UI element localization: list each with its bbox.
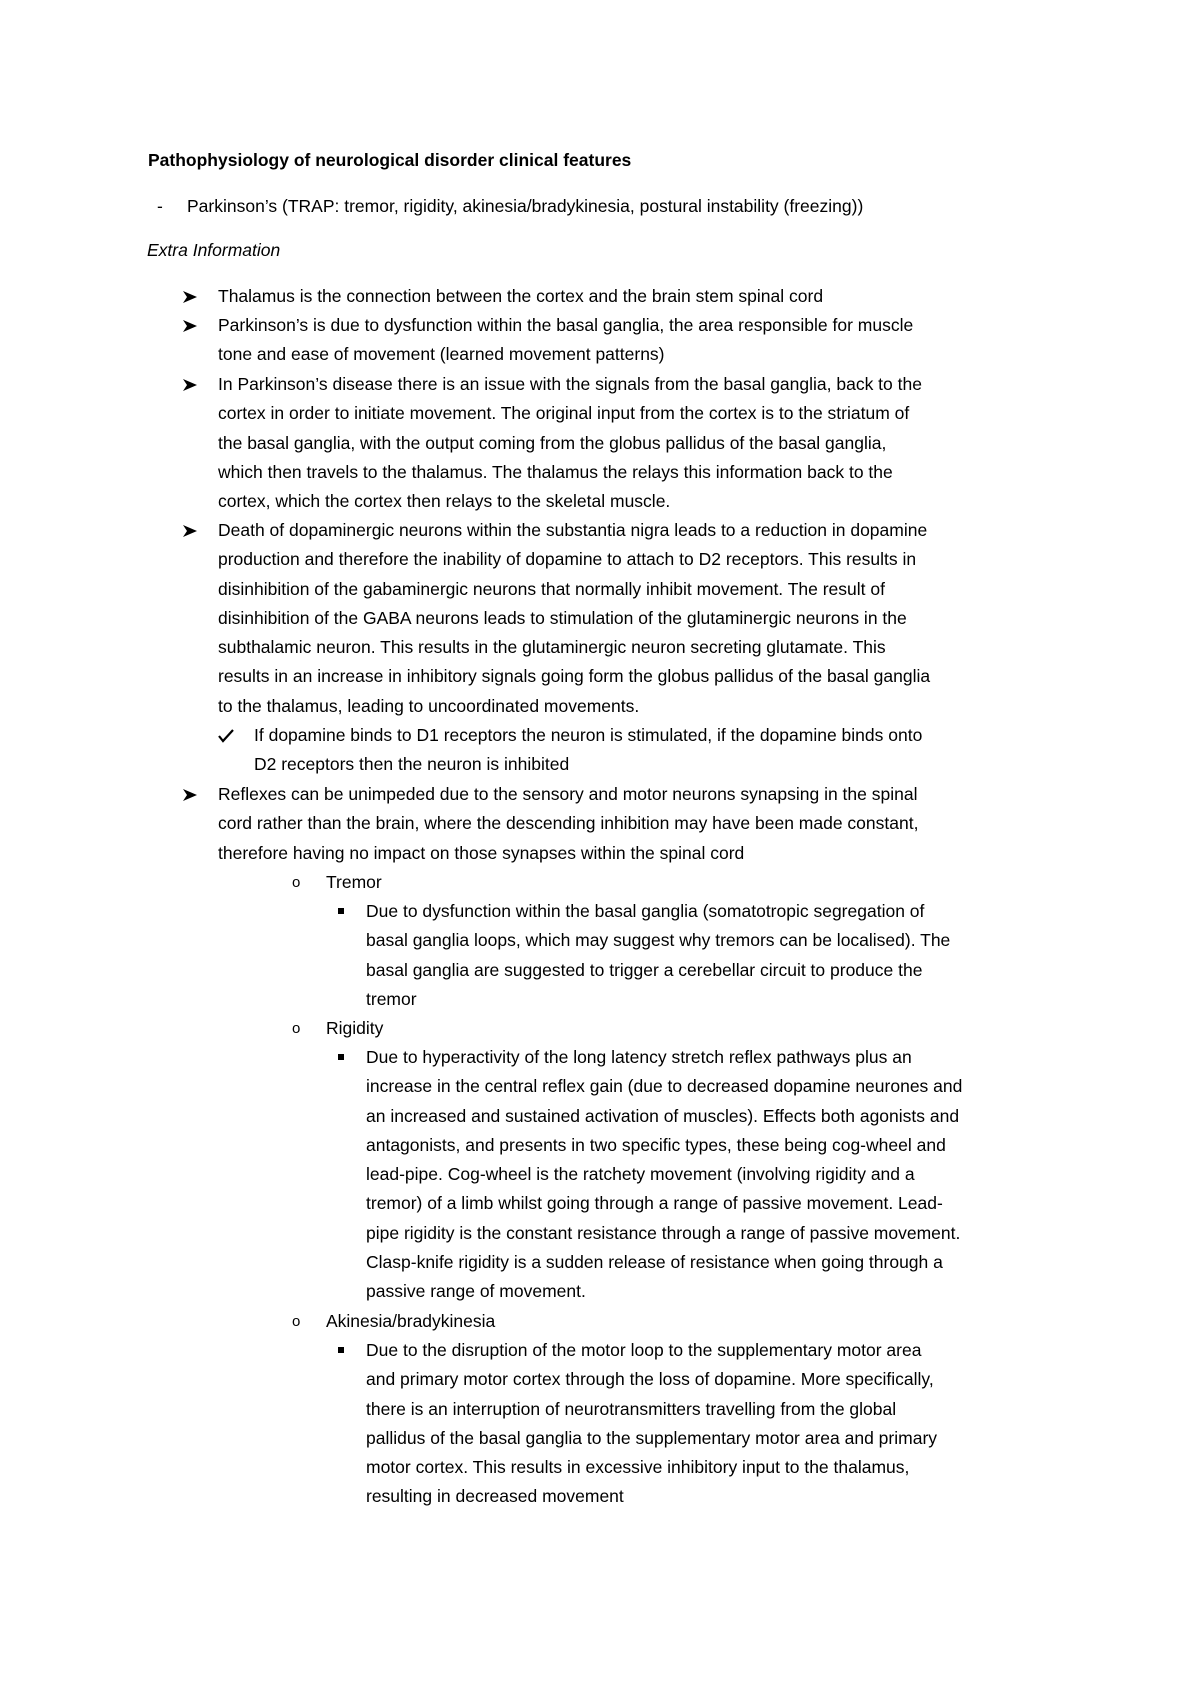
feature-heading-akinesia <box>292 1307 1026 1336</box>
feature-detail-line: Clasp-knife rigidity is a sudden release of resistance when going through a <box>366 1252 943 1273</box>
arrow-list-item <box>218 311 1068 370</box>
feature-detail-line: resulting in decreased movement <box>366 1486 624 1507</box>
check-item-line: D2 receptors then the neuron is inhibited <box>254 754 570 775</box>
arrow-item-line: results in an increase in inhibitory signals going form the globus pallidus of the basal ganglia <box>218 666 931 687</box>
arrow-item-line: In Parkinson’s disease there is an issue with the signals from the basal ganglia, back to the <box>218 374 922 394</box>
arrow-item-line: Parkinson’s is due to dysfunction within the basal ganglia, the area responsible for muscle <box>218 315 914 335</box>
feature-detail-line: pipe rigidity is the constant resistance through a range of passive movement. <box>366 1222 961 1243</box>
arrow-item-line: production and therefore the inability of dopamine to attach to D2 receptors. This results in <box>218 549 917 570</box>
square-bullet-icon <box>338 908 344 914</box>
feature-detail-line: tremor) of a limb whilst going through a range of passive movement. Lead- <box>366 1193 943 1214</box>
arrow-item-line: therefore having no impact on those synapses within the spinal cord <box>218 842 745 863</box>
arrow-item-line: subthalamic neuron. This results in the glutaminergic neuron secreting glutamate. This <box>218 637 886 658</box>
feature-detail-line: Due to hyperactivity of the long latency stretch reflex pathways plus an <box>366 1047 912 1067</box>
arrow-item-line: cord rather than the brain, where the descending inhibition may have been made constant, <box>218 813 919 834</box>
feature-detail-line: motor cortex. This results in excessive inhibitory input to the thalamus, <box>366 1457 910 1478</box>
feature-detail-rigidity <box>366 1043 1071 1307</box>
arrow-item-line: cortex, which the cortex then relays to the skeletal muscle. <box>218 491 671 512</box>
dash-list-item <box>157 192 1087 221</box>
arrow-bullet-icon <box>182 311 204 340</box>
dash-bullet: - <box>157 196 163 216</box>
circle-bullet: o <box>292 874 301 891</box>
arrow-item-line: disinhibition of the gabaminergic neurons that normally inhibit movement. The result of <box>218 578 885 599</box>
feature-detail-line: passive range of movement. <box>366 1281 586 1302</box>
feature-detail-line: lead-pipe. Cog-wheel is the ratchety movement (involving rigidity and a <box>366 1164 915 1185</box>
feature-detail-line: basal ganglia loops, which may suggest why tremors can be localised). The <box>366 930 951 951</box>
feature-detail-line: increase in the central reflex gain (due to decreased dopamine neurones and <box>366 1076 963 1097</box>
arrow-list-item <box>218 282 1068 311</box>
arrow-item-line: tone and ease of movement (learned movement patterns) <box>218 344 665 365</box>
document-title: Pathophysiology of neurological disorder clinical features <box>148 150 632 170</box>
feature-detail-line: basal ganglia are suggested to trigger a cerebellar circuit to produce the <box>366 959 923 980</box>
feature-detail-line: tremor <box>366 988 417 1009</box>
feature-detail-line: Due to dysfunction within the basal ganglia (somatotropic segregation of <box>366 901 925 921</box>
feature-heading-tremor <box>292 868 1026 897</box>
arrow-list-item <box>218 516 1068 721</box>
arrow-item-line: to the thalamus, leading to uncoordinated movements. <box>218 695 640 716</box>
feature-heading-rigidity <box>292 1014 1026 1043</box>
feature-detail-line: an increased and sustained activation of muscles). Effects both agonists and <box>366 1105 960 1126</box>
arrow-item-line: Thalamus is the connection between the cortex and the brain stem spinal cord <box>218 286 824 306</box>
checkmark-icon <box>218 721 240 750</box>
arrow-item-line: which then travels to the thalamus. The thalamus the relays this information back to the <box>218 461 893 482</box>
arrow-item-line: Death of dopaminergic neurons within the substantia nigra leads to a reduction in dopamine <box>218 520 928 540</box>
check-list-item <box>254 721 1064 780</box>
feature-detail-tremor <box>366 897 1071 1014</box>
square-bullet-icon <box>338 1054 344 1060</box>
arrow-item-line: disinhibition of the GABA neurons leads to stimulation of the glutaminergic neurons in the <box>218 607 907 628</box>
arrow-bullet-icon <box>182 516 204 545</box>
arrow-bullet-icon <box>182 282 204 311</box>
check-item-line: If dopamine binds to D1 receptors the neuron is stimulated, if the dopamine binds onto <box>254 725 923 745</box>
feature-detail-line: pallidus of the basal ganglia to the supplementary motor area and primary <box>366 1427 938 1448</box>
arrow-bullet-icon <box>182 370 204 399</box>
dash-item-text: Parkinson’s (TRAP: tremor, rigidity, akinesia/bradykinesia, postural instability (freezing)) <box>187 196 864 216</box>
arrow-bullet-icon <box>182 780 204 809</box>
arrow-list-item <box>218 780 1068 868</box>
feature-name: Tremor <box>326 872 382 892</box>
circle-bullet: o <box>292 1313 301 1330</box>
arrow-item-line: cortex in order to initiate movement. The original input from the cortex is to the striatum of <box>218 403 910 424</box>
feature-name: Akinesia/bradykinesia <box>326 1311 496 1331</box>
arrow-list-item <box>218 370 1068 516</box>
feature-name: Rigidity <box>326 1018 384 1038</box>
feature-detail-akinesia <box>366 1336 1071 1512</box>
extra-information-heading: Extra Information <box>147 240 281 260</box>
square-bullet-icon <box>338 1347 344 1353</box>
arrow-item-line: the basal ganglia, with the output coming from the globus pallidus of the basal ganglia, <box>218 432 887 453</box>
feature-detail-line: and primary motor cortex through the loss of dopamine. More specifically, <box>366 1369 934 1390</box>
feature-detail-line: Due to the disruption of the motor loop to the supplementary motor area <box>366 1340 922 1360</box>
feature-detail-line: antagonists, and presents in two specific types, these being cog-wheel and <box>366 1134 946 1155</box>
arrow-item-line: Reflexes can be unimpeded due to the sensory and motor neurons synapsing in the spinal <box>218 784 918 804</box>
feature-detail-line: there is an interruption of neurotransmitters travelling from the global <box>366 1398 897 1419</box>
circle-bullet: o <box>292 1020 301 1037</box>
